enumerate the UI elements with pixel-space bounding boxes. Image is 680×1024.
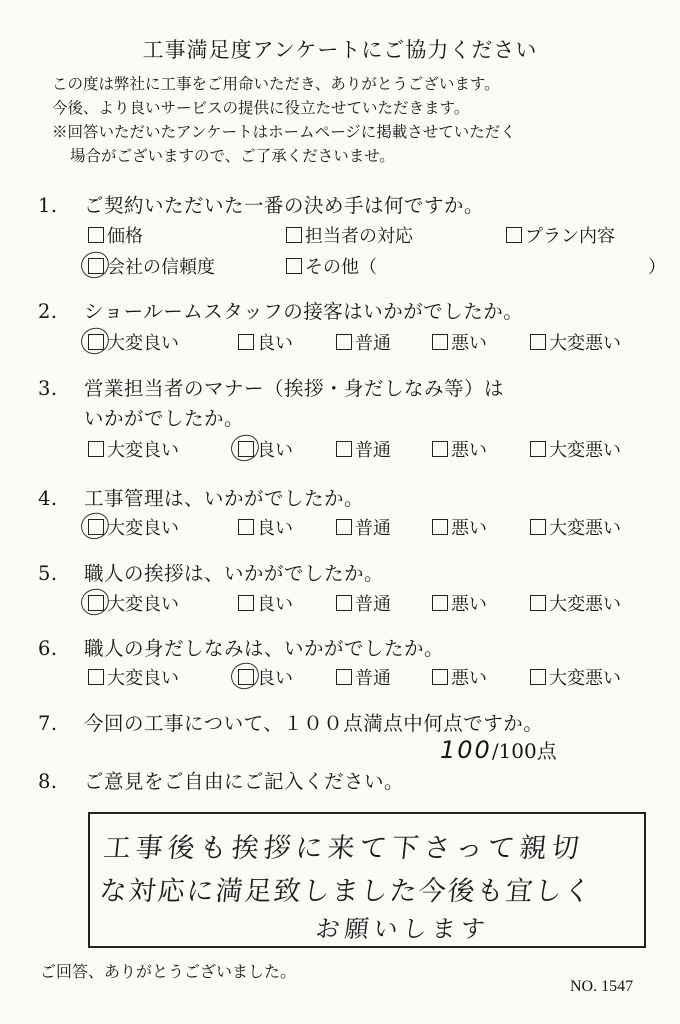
rating-option[interactable] — [530, 329, 621, 355]
rating-label: 悪い — [451, 668, 487, 689]
rating-label: 大変悪い — [549, 440, 621, 461]
checkbox[interactable] — [88, 227, 104, 243]
question-text-continued: いかがでしたか。 — [84, 407, 245, 430]
question-text: ショールームスタッフの接客はいかがでしたか。 — [84, 300, 524, 323]
checkbox[interactable] — [238, 519, 254, 535]
intro-line: ※回答いただいたアンケートはホームページに掲載させていただく — [52, 123, 516, 141]
rating-label: 悪い — [451, 594, 487, 615]
q1-option[interactable]: 価格 — [88, 222, 143, 248]
question-5 — [38, 558, 384, 586]
question-number: 1. — [38, 194, 58, 217]
checkbox[interactable] — [88, 519, 104, 535]
q1-option[interactable]: 担当者の対応 — [286, 222, 413, 248]
score-answer — [440, 735, 557, 764]
rating-option[interactable] — [336, 664, 391, 690]
question-text: ご契約いただいた一番の決め手は何ですか。 — [84, 194, 485, 217]
rating-label: 良い — [257, 594, 293, 615]
survey-title: 工事満足度アンケートにご協力ください — [142, 38, 538, 62]
question-text: ご意見をご自由にご記入ください。 — [84, 770, 405, 793]
rating-option[interactable] — [530, 436, 621, 462]
rating-label: 良い — [257, 668, 293, 689]
rating-option[interactable] — [530, 664, 621, 690]
checkbox[interactable] — [336, 519, 352, 535]
checkbox[interactable] — [432, 595, 448, 611]
intro-line: この度は弊社に工事をご用命いただき、ありがとうございます。 — [52, 75, 500, 93]
rating-label: 普通 — [355, 594, 391, 615]
rating-option[interactable] — [336, 436, 391, 462]
footer-thanks: ご回答、ありがとうございました。 — [40, 962, 297, 981]
question-3 — [38, 373, 504, 401]
rating-label: 悪い — [451, 440, 487, 461]
checkbox[interactable] — [88, 441, 104, 457]
score-suffix: /100点 — [491, 739, 557, 763]
rating-option[interactable] — [530, 514, 621, 540]
rating-label: 普通 — [355, 518, 391, 539]
rating-option-selected[interactable] — [88, 329, 179, 355]
intro-line: 今後、より良いサービスの提供に役立たせていただきます。 — [52, 99, 470, 117]
q1-options-row-2 — [88, 253, 668, 279]
rating-label: 良い — [257, 440, 293, 461]
checkbox[interactable] — [238, 441, 254, 457]
checkbox[interactable] — [432, 334, 448, 350]
q1-option-other[interactable]: その他（ — [286, 253, 377, 279]
checkbox[interactable] — [238, 334, 254, 350]
rating-label: 大変悪い — [549, 518, 621, 539]
question-text: 今回の工事について、１００点満点中何点ですか。 — [84, 712, 544, 735]
question-number: 7. — [38, 712, 58, 735]
rating-label: 悪い — [451, 518, 487, 539]
rating-option[interactable] — [88, 664, 179, 690]
rating-label: 悪い — [451, 333, 487, 354]
rating-option[interactable] — [432, 329, 487, 355]
q6-rating-row — [88, 664, 668, 690]
checkbox[interactable] — [238, 669, 254, 685]
rating-label: 大変悪い — [549, 668, 621, 689]
comment-line: 工事後も挨拶に来て下さって親切 — [102, 833, 586, 864]
intro-line: 場合がございますので、ご了承くださいませ。 — [70, 147, 395, 165]
q4-rating-row — [88, 514, 668, 540]
checkbox[interactable] — [432, 519, 448, 535]
checkbox[interactable] — [336, 595, 352, 611]
checkbox[interactable] — [286, 258, 302, 274]
q1-options-row-1 — [88, 222, 668, 248]
question-text: 職人の身だしなみは、いかがでしたか。 — [84, 637, 445, 660]
rating-option[interactable] — [432, 664, 487, 690]
checkbox[interactable] — [336, 334, 352, 350]
checkbox[interactable] — [336, 669, 352, 685]
rating-option[interactable] — [238, 514, 293, 540]
rating-label: 良い — [257, 333, 293, 354]
checkbox[interactable] — [530, 669, 546, 685]
q1-option[interactable]: プラン内容 — [506, 222, 615, 248]
question-1 — [38, 190, 484, 218]
rating-option[interactable] — [432, 590, 487, 616]
rating-label: 大変良い — [107, 594, 179, 615]
question-2 — [38, 296, 523, 324]
rating-label: 大変悪い — [549, 594, 621, 615]
rating-option[interactable] — [336, 590, 391, 616]
rating-label: 大変良い — [107, 440, 179, 461]
rating-option-selected[interactable] — [238, 664, 293, 690]
rating-option[interactable] — [432, 514, 487, 540]
rating-label: 普通 — [355, 440, 391, 461]
checkbox[interactable] — [88, 334, 104, 350]
question-text: 工事管理は、いかがでしたか。 — [84, 487, 365, 510]
question-number: 2. — [38, 300, 58, 323]
q1-option-selected[interactable]: 会社の信頼度 — [88, 253, 215, 279]
rating-option[interactable] — [238, 329, 293, 355]
serial-number: NO. 1547 — [570, 978, 634, 995]
rating-label: 大変良い — [107, 668, 179, 689]
rating-option[interactable] — [238, 590, 293, 616]
checkbox[interactable] — [432, 669, 448, 685]
q3-rating-row — [88, 436, 668, 462]
rating-option-selected[interactable] — [88, 514, 179, 540]
rating-option[interactable] — [530, 590, 621, 616]
checkbox[interactable] — [238, 595, 254, 611]
checkbox[interactable] — [336, 441, 352, 457]
rating-option[interactable] — [88, 436, 179, 462]
checkbox[interactable] — [506, 227, 522, 243]
checkbox[interactable] — [530, 441, 546, 457]
rating-label: 普通 — [355, 333, 391, 354]
rating-option[interactable] — [336, 329, 391, 355]
question-number: 6. — [38, 637, 58, 660]
question-number: 8. — [38, 770, 58, 793]
rating-option-selected[interactable] — [238, 436, 293, 462]
other-paren-close: ） — [648, 257, 666, 278]
question-number: 5. — [38, 562, 58, 585]
question-4 — [38, 483, 364, 511]
question-text: 営業担当者のマナー（挨拶・身だしなみ等）は — [84, 377, 505, 400]
comment-box[interactable] — [88, 812, 646, 948]
intro-text — [52, 72, 516, 168]
rating-option[interactable] — [336, 514, 391, 540]
checkbox[interactable] — [286, 227, 302, 243]
handwritten-score: 100 — [440, 736, 492, 764]
rating-label: 普通 — [355, 668, 391, 689]
question-8 — [38, 766, 404, 794]
checkbox[interactable] — [88, 669, 104, 685]
q2-rating-row — [88, 329, 668, 355]
question-7 — [38, 708, 543, 736]
rating-label: 大変良い — [107, 333, 179, 354]
question-number: 4. — [38, 487, 58, 510]
rating-option[interactable] — [432, 436, 487, 462]
rating-label: 大変良い — [107, 518, 179, 539]
question-number: 3. — [38, 377, 58, 400]
checkbox[interactable] — [530, 519, 546, 535]
checkbox[interactable] — [530, 595, 546, 611]
q5-rating-row — [88, 590, 668, 616]
checkbox[interactable] — [432, 441, 448, 457]
question-6 — [38, 633, 444, 661]
checkbox[interactable] — [530, 334, 546, 350]
rating-option-selected[interactable] — [88, 590, 179, 616]
comment-line: な対応に満足致しました今後も宜しく — [98, 876, 595, 907]
comment-line: お願いします — [314, 915, 492, 943]
question-text: 職人の挨拶は、いかがでしたか。 — [84, 562, 385, 585]
checkbox[interactable] — [88, 595, 104, 611]
checkbox[interactable] — [88, 258, 104, 274]
rating-label: 良い — [257, 518, 293, 539]
rating-label: 大変悪い — [549, 333, 621, 354]
